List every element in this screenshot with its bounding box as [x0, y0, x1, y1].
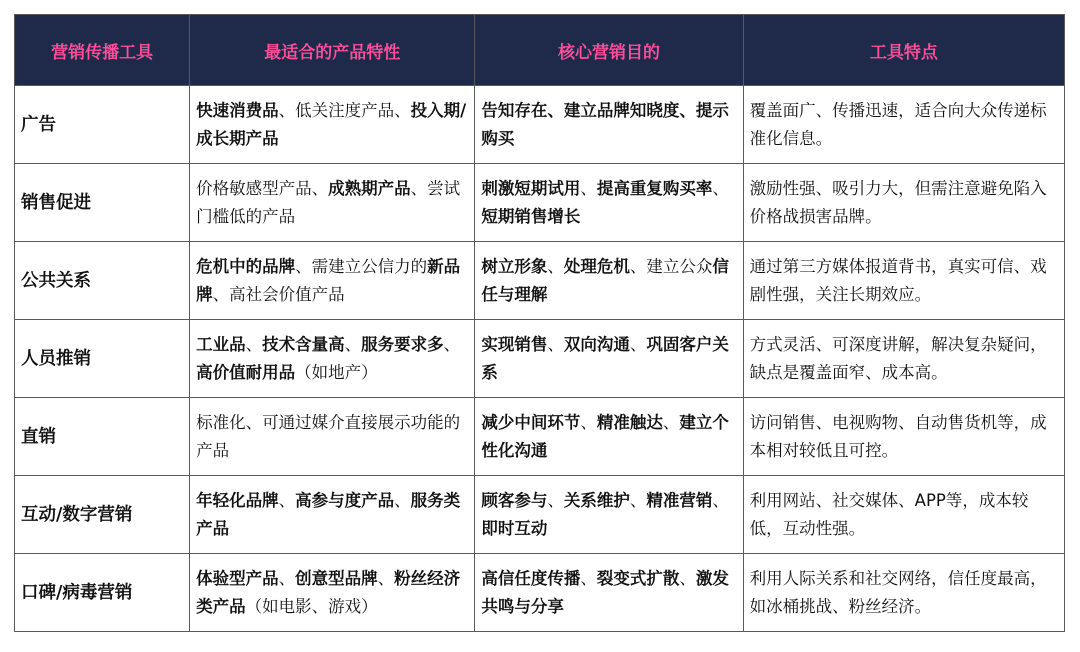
purpose-text: 、 [547, 490, 564, 510]
purpose-text: 、 [662, 412, 680, 432]
purpose-text: 、 [580, 412, 597, 432]
purpose-text: 、 [679, 568, 696, 588]
purpose-text: 、 [547, 256, 564, 276]
cell-purpose [475, 398, 743, 476]
header-purpose: 核心营销目的 [475, 15, 743, 86]
cell-tool: 人员推销 [15, 320, 190, 398]
product-text: 高价值耐用品 [196, 362, 296, 382]
purpose-text: 告知存在、建立品牌知晓度、提示购买 [481, 100, 729, 148]
purpose-text: 精准营销 [646, 490, 713, 510]
purpose-text: 、 [629, 334, 647, 354]
header-product: 最适合的产品特性 [190, 15, 475, 86]
cell-purpose [475, 320, 743, 398]
purpose-text: 激发共鸣与分享 [481, 568, 729, 616]
product-text: 服务要求多 [361, 334, 444, 354]
product-text: 高参与度产品 [295, 490, 395, 510]
cell-feature: 利用网站、社交媒体、APP等，成本较低，互动性强。 [743, 476, 1064, 554]
product-text: 年轻化品牌 [196, 490, 279, 510]
product-text: 、 [278, 568, 296, 588]
purpose-text: 短期销售增长 [481, 206, 581, 226]
product-text: 危机中的品牌 [196, 256, 296, 276]
cell-product [190, 242, 475, 320]
purpose-text: 信任与理解 [481, 256, 729, 304]
purpose-text: 、 [580, 568, 597, 588]
purpose-text: 顾客参与 [481, 490, 548, 510]
purpose-text: 精准触达 [596, 412, 663, 432]
cell-feature: 方式灵活、可深度讲解，解决复杂疑问，缺点是覆盖面窄、成本高。 [743, 320, 1064, 398]
cell-purpose [475, 554, 743, 632]
cell-feature: 覆盖面广、传播迅速，适合向大众传递标准化信息。 [743, 86, 1064, 164]
product-text: 快速消费品 [196, 100, 279, 120]
cell-tool: 互动/数字营销 [15, 476, 190, 554]
product-text: 价格敏感型产品、 [196, 178, 329, 198]
product-text: 、 [377, 568, 395, 588]
purpose-text: 即时互动 [481, 518, 548, 538]
product-text: 标准化、可通过媒介直接展示功能的产品 [196, 412, 461, 460]
cell-tool: 直销 [15, 398, 190, 476]
table-row [15, 554, 1065, 632]
cell-feature: 激励性强、吸引力大，但需注意避免陷入价格战损害品牌。 [743, 164, 1064, 242]
product-text: 、 [394, 490, 411, 510]
product-text: 、需建立公信力的 [295, 256, 428, 276]
purpose-text: 实现销售 [481, 334, 548, 354]
cell-product [190, 86, 475, 164]
table-row [15, 86, 1065, 164]
table-row [15, 398, 1065, 476]
cell-purpose [475, 242, 743, 320]
product-text: 、 [344, 334, 362, 354]
product-text: （如地产） [295, 362, 378, 382]
purpose-text: 裂变式扩散 [596, 568, 680, 588]
header-tool: 营销传播工具 [15, 15, 190, 86]
product-text: 、 [278, 490, 296, 510]
cell-product [190, 554, 475, 632]
product-text: 、尝试门槛低的产品 [196, 178, 461, 226]
product-text: （如电影、游戏） [245, 596, 378, 616]
table-row [15, 164, 1065, 242]
product-text: 成熟期产品 [328, 178, 411, 198]
purpose-text: 刺激短期试用 [481, 178, 581, 198]
product-text: 投入期/成长期产品 [196, 100, 467, 148]
purpose-text: 高信任度传播 [481, 568, 581, 588]
product-text: 服务类产品 [196, 490, 461, 538]
product-text: 技术含量高 [262, 334, 345, 354]
cell-purpose [475, 164, 743, 242]
cell-feature: 通过第三方媒体报道背书，真实可信、戏剧性强，关注长期效应。 [743, 242, 1064, 320]
product-text: 创意型品牌 [295, 568, 378, 588]
purpose-text: 处理危机 [563, 256, 630, 276]
cell-tool: 销售促进 [15, 164, 190, 242]
purpose-text: 、建立公众 [629, 256, 713, 276]
purpose-text: 关系维护 [563, 490, 630, 510]
purpose-text: 、 [712, 178, 729, 198]
product-text: 、低关注度产品、 [278, 100, 411, 120]
marketing-tools-table-container [14, 14, 1065, 632]
purpose-text: 巩固客户关系 [481, 334, 729, 382]
cell-purpose [475, 476, 743, 554]
product-text: 、 [443, 334, 461, 354]
table-row [15, 476, 1065, 554]
cell-product [190, 164, 475, 242]
product-text: 粉丝经济类产品 [196, 568, 461, 616]
purpose-text: 、 [547, 334, 564, 354]
cell-product [190, 476, 475, 554]
cell-tool: 口碑/病毒营销 [15, 554, 190, 632]
product-text: 、高社会价值产品 [212, 284, 345, 304]
table-header-row [15, 15, 1065, 86]
marketing-tools-table [14, 14, 1065, 632]
product-text: 工业品 [196, 334, 246, 354]
purpose-text: 提高重复购买率 [596, 178, 713, 198]
purpose-text: 减少中间环节 [481, 412, 581, 432]
purpose-text: 双向沟通 [563, 334, 630, 354]
product-text: 新品牌 [196, 256, 461, 304]
product-text: 、 [245, 334, 263, 354]
table-row [15, 242, 1065, 320]
header-feature: 工具特点 [743, 15, 1064, 86]
purpose-text: 建立个性化沟通 [481, 412, 729, 460]
cell-feature: 利用人际关系和社交网络，信任度最高，如冰桶挑战、粉丝经济。 [743, 554, 1064, 632]
cell-product [190, 320, 475, 398]
purpose-text: 、 [629, 490, 647, 510]
product-text: 体验型产品 [196, 568, 279, 588]
cell-product [190, 398, 475, 476]
cell-tool: 公共关系 [15, 242, 190, 320]
cell-purpose [475, 86, 743, 164]
purpose-text: 树立形象 [481, 256, 548, 276]
purpose-text: 、 [580, 178, 597, 198]
cell-tool: 广告 [15, 86, 190, 164]
table-row [15, 320, 1065, 398]
cell-feature: 访问销售、电视购物、自动售货机等，成本相对较低且可控。 [743, 398, 1064, 476]
purpose-text: 、 [712, 490, 729, 510]
